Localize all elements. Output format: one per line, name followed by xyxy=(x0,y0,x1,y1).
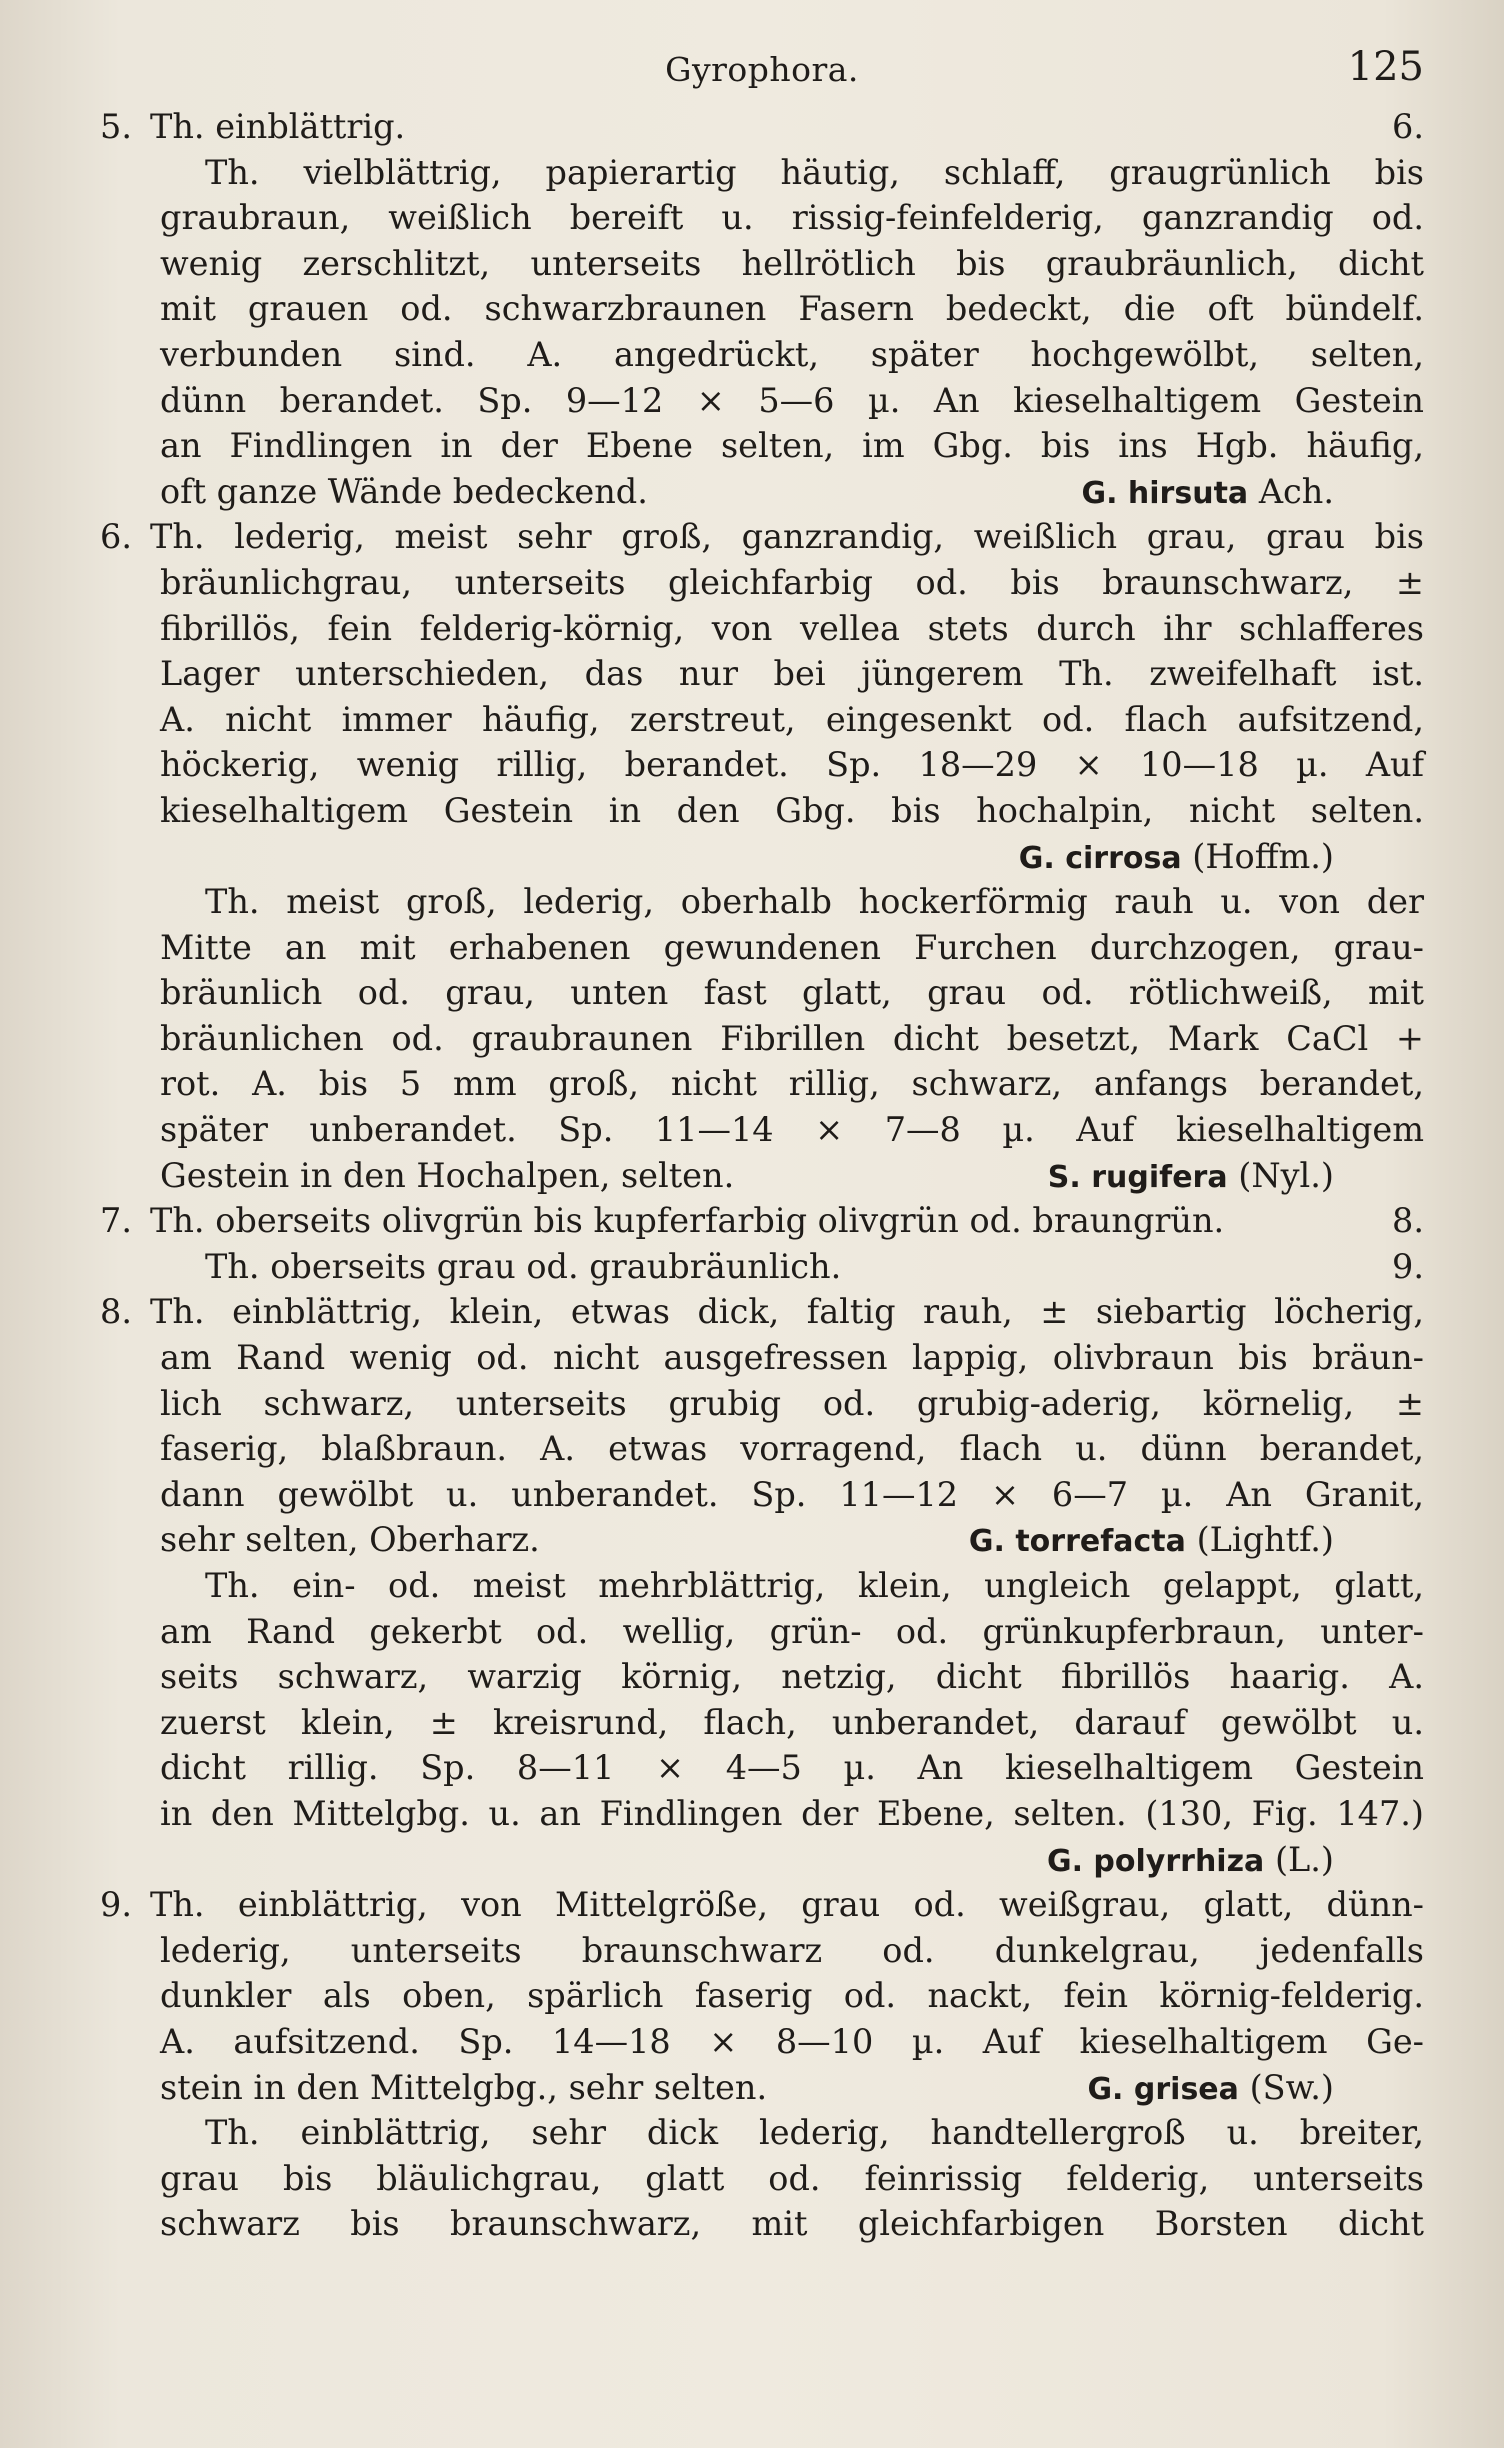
line-text: bräunlichen od. graubraunen Fibrillen dicht besetzt, Mark CaCl + xyxy=(160,1018,1424,1058)
text-line xyxy=(100,1107,1424,1153)
text-line xyxy=(100,514,1424,560)
text-line xyxy=(100,606,1424,652)
text-line xyxy=(100,970,1424,1016)
text-line xyxy=(100,742,1424,788)
line-text: Th. oberseits grau od. graubräunlich. xyxy=(205,1246,842,1286)
text-line xyxy=(100,560,1424,606)
line-text: Th. lederig, meist sehr groß, ganzrandig, weißlich grau, grau bis xyxy=(150,517,1424,557)
text-line xyxy=(100,834,1424,880)
line-text: dicht rillig. Sp. 8—11 × 4—5 µ. An kieselhaltigem Gestein xyxy=(160,1748,1424,1788)
line-text: grau bis bläulichgrau, glatt od. feinrissig felderig, unterseits xyxy=(160,2158,1424,2198)
species-name xyxy=(1048,1153,1334,1199)
species-author: (Nyl.) xyxy=(1238,1155,1334,1195)
page-number: 125 xyxy=(1347,44,1424,90)
key-text xyxy=(100,104,1424,2247)
line-text: zuerst klein, ± kreisrund, flach, unberandet, darauf gewölbt u. xyxy=(160,1702,1424,1742)
line-text: wenig zerschlitzt, unterseits hellrötlich bis graubräunlich, dicht xyxy=(160,243,1424,283)
line-text: später unberandet. Sp. 11—14 × 7—8 µ. Auf kieselhaltigem xyxy=(160,1110,1424,1150)
running-title: Gyrophora. xyxy=(665,50,859,89)
text-line xyxy=(100,1335,1424,1381)
text-line xyxy=(100,1928,1424,1974)
species-author: (L.) xyxy=(1274,1839,1334,1879)
line-text: Th. oberseits olivgrün bis kupferfarbig olivgrün od. braungrün. xyxy=(150,1201,1225,1241)
text-line xyxy=(100,1791,1424,1837)
species-name xyxy=(969,1517,1334,1563)
species-binomial: G. hirsuta xyxy=(1081,475,1249,511)
line-text: stein in den Mittelgbg., sehr selten. xyxy=(160,2067,768,2107)
text-line xyxy=(100,150,1424,196)
text-line xyxy=(100,1609,1424,1655)
text-line xyxy=(100,2201,1424,2247)
line-text: Th. einblättrig, von Mittelgröße, grau od. weißgrau, glatt, dünn- xyxy=(150,1885,1424,1925)
line-text: dünn berandet. Sp. 9—12 × 5—6 µ. An kieselhaltigem Gestein xyxy=(160,380,1424,420)
line-text: Th. einblättrig, klein, etwas dick, faltig rauh, ± siebartig löcherig, xyxy=(150,1292,1424,1332)
line-text: faserig, blaßbraun. A. etwas vorragend, flach u. dünn berandet, xyxy=(160,1429,1424,1469)
line-text: Th. einblättrig, sehr dick lederig, handtellergroß u. breiter, xyxy=(205,2113,1424,2153)
line-text: sehr selten, Oberharz. xyxy=(160,1520,540,1560)
text-line xyxy=(100,925,1424,971)
text-line xyxy=(100,1472,1424,1518)
line-text: bräunlichgrau, unterseits gleichfarbig od. bis braunschwarz, ± xyxy=(160,562,1424,602)
line-text: verbunden sind. A. angedrückt, später hochgewölbt, selten, xyxy=(160,334,1424,374)
line-text: Th. vielblättrig, papierartig häutig, schlaff, graugrünlich bis xyxy=(205,152,1424,192)
text-line xyxy=(100,1563,1424,1609)
line-text: fibrillös, fein felderig-körnig, von vellea stets durch ihr schlafferes xyxy=(160,608,1424,648)
text-line xyxy=(100,1517,1424,1563)
line-text: Th. ein- od. meist mehrblättrig, klein, ungleich gelappt, glatt, xyxy=(205,1566,1424,1605)
species-author: (Hoffm.) xyxy=(1192,836,1334,876)
text-line xyxy=(100,241,1424,287)
line-text: Th. meist groß, lederig, oberhalb hockerförmig rauh u. von der xyxy=(205,882,1424,922)
couplet-number: 7. xyxy=(100,1201,132,1241)
line-text: dunkler als oben, spärlich faserig od. nackt, fein körnig-felderig. xyxy=(160,1976,1424,2016)
page-header xyxy=(100,36,1424,104)
text-line xyxy=(100,651,1424,697)
text-line xyxy=(100,1244,1424,1290)
line-text: höckerig, wenig rillig, berandet. Sp. 18—29 × 10—18 µ. Auf xyxy=(160,745,1424,785)
species-author: (Lightf.) xyxy=(1196,1520,1334,1560)
line-text: rot. A. bis 5 mm groß, nicht rillig, schwarz, anfangs berandet, xyxy=(160,1064,1424,1104)
line-text: lich schwarz, unterseits grubig od. grubig-aderig, körnelig, ± xyxy=(160,1383,1424,1423)
text-line xyxy=(100,2065,1424,2111)
text-line xyxy=(100,879,1424,925)
text-line xyxy=(100,1061,1424,1107)
couplet-number: 9. xyxy=(100,1885,132,1925)
text-line xyxy=(100,1016,1424,1062)
goto-number: 6. xyxy=(1392,107,1424,146)
text-line xyxy=(100,2156,1424,2202)
line-text: lederig, unterseits braunschwarz od. dunkelgrau, jedenfalls xyxy=(160,1930,1424,1970)
line-text: oft ganze Wände bedeckend. xyxy=(160,471,648,511)
text-line xyxy=(100,1426,1424,1472)
line-text: Gestein in den Hochalpen, selten. xyxy=(160,1155,735,1195)
line-text: bräunlich od. grau, unten fast glatt, grau od. rötlichweiß, mit xyxy=(160,973,1424,1013)
text-line xyxy=(100,1289,1424,1335)
line-text: am Rand wenig od. nicht ausgefressen lappig, olivbraun bis bräun- xyxy=(160,1338,1424,1378)
text-line xyxy=(100,1973,1424,2019)
text-line xyxy=(100,1882,1424,1928)
line-text: Lager unterschieden, das nur bei jüngerem Th. zweifelhaft ist. xyxy=(160,654,1424,694)
text-line xyxy=(100,1198,1424,1244)
text-line xyxy=(100,104,1424,150)
text-line xyxy=(100,788,1424,834)
line-text: an Findlingen in der Ebene selten, im Gbg. bis ins Hgb. häufig, xyxy=(160,426,1424,466)
text-line xyxy=(100,2110,1424,2156)
goto-number: 8. xyxy=(1392,1201,1424,1241)
couplet-number: 5. xyxy=(100,107,132,146)
species-author: (Sw.) xyxy=(1249,2067,1334,2107)
line-text: graubraun, weißlich bereift u. rissig-feinfelderig, ganzrandig od. xyxy=(160,198,1424,238)
line-text: mit grauen od. schwarzbraunen Fasern bedeckt, die oft bündelf. xyxy=(160,289,1424,329)
couplet-lead xyxy=(100,1198,1224,1244)
line-text: A. nicht immer häufig, zerstreut, eingesenkt od. flach aufsitzend, xyxy=(160,699,1424,739)
species-name xyxy=(1087,2065,1334,2111)
text-line xyxy=(100,195,1424,241)
species-binomial: G. torrefacta xyxy=(968,1524,1186,1560)
species-binomial: G. cirrosa xyxy=(1018,840,1182,876)
text-line xyxy=(100,1153,1424,1199)
text-line xyxy=(100,2019,1424,2065)
species-binomial: G. grisea xyxy=(1087,2071,1239,2107)
text-line xyxy=(100,1700,1424,1746)
line-text: am Rand gekerbt od. wellig, grün- od. grünkupferbraun, unter- xyxy=(160,1611,1424,1651)
text-line xyxy=(100,1381,1424,1427)
text-line xyxy=(100,697,1424,743)
species-author: Ach. xyxy=(1258,471,1334,511)
line-text: Mitte an mit erhabenen gewundenen Furchen durchzogen, grau- xyxy=(160,927,1424,967)
line-text: Th. einblättrig. xyxy=(150,107,406,146)
line-text: seits schwarz, warzig körnig, netzig, dicht fibrillös haarig. A. xyxy=(160,1657,1424,1697)
text-line xyxy=(100,286,1424,332)
species-binomial: G. polyrrhiza xyxy=(1046,1843,1265,1879)
couplet-number: 6. xyxy=(100,517,132,557)
line-text: schwarz bis braunschwarz, mit gleichfarbigen Borsten dicht xyxy=(160,2204,1424,2244)
species-name xyxy=(1081,469,1334,515)
line-text: dann gewölbt u. unberandet. Sp. 11—12 × 6—7 µ. An Granit, xyxy=(160,1474,1424,1514)
text-line xyxy=(100,378,1424,424)
goto-number: 9. xyxy=(1392,1246,1424,1286)
line-text: A. aufsitzend. Sp. 14—18 × 8—10 µ. Auf kieselhaltigem Ge- xyxy=(160,2021,1424,2061)
line-text: in den Mittelgbg. u. an Findlingen der Ebene, selten. (130, Fig. 147.) xyxy=(160,1793,1424,1833)
text-line xyxy=(100,423,1424,469)
text-line xyxy=(100,469,1424,515)
text-line xyxy=(100,1837,1424,1883)
line-text: kieselhaltigem Gestein in den Gbg. bis hochalpin, nicht selten. xyxy=(160,790,1424,830)
text-line xyxy=(100,1745,1424,1791)
couplet-lead xyxy=(100,104,405,150)
text-line xyxy=(100,332,1424,378)
text-line xyxy=(100,1654,1424,1700)
species-binomial: S. rugifera xyxy=(1047,1159,1228,1195)
couplet-number: 8. xyxy=(100,1292,132,1332)
